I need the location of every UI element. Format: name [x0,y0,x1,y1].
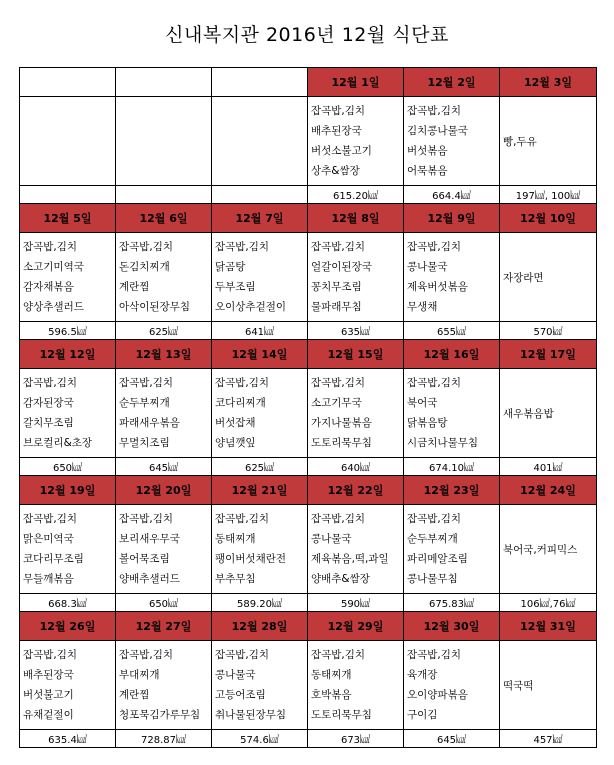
menu-list [404,373,499,453]
menu-item: 어묵볶음 [407,165,448,177]
calorie-row [20,186,597,204]
menu-cell [404,505,500,594]
menu-item: 파래새우볶음 [119,417,180,429]
date-cell: 12월 9일 [404,204,500,233]
calorie-cell: 728.87㎉ [116,730,212,748]
calorie-cell: 635.4㎉ [20,730,116,748]
calorie-cell: 106㎉,76㎉ [500,594,597,612]
date-cell: 12월 16일 [404,340,500,369]
menu-row [20,233,597,322]
menu-list [404,509,499,589]
menu-item: 감자채볶음 [23,281,74,293]
menu-item: 볼어묵조림 [119,553,170,565]
calorie-row [20,458,597,476]
date-cell: 12월 14일 [212,340,308,369]
menu-item: 잡곡밥,김치 [311,105,366,117]
menu-item: 무들깨볶음 [23,573,74,585]
menu-item: 도토리묵무침 [311,437,372,449]
menu-cell [500,641,597,730]
menu-item: 새우볶음밥 [503,407,554,420]
menu-item: 빵,두유 [503,135,537,148]
menu-item: 잡곡밥,김치 [407,105,462,117]
calorie-cell: 635㎉ [308,322,404,340]
menu-item: 갈치무조림 [23,417,74,429]
menu-list [212,509,307,589]
menu-cell [212,369,308,458]
menu-list [308,509,403,589]
menu-item: 도토리묵무침 [311,709,372,721]
menu-list [404,237,499,317]
menu-item: 제육버섯볶음 [407,281,468,293]
menu-item: 잡곡밥,김치 [119,513,174,525]
menu-list [20,509,115,589]
menu-cell [116,369,212,458]
menu-item: 떡국떡 [503,679,534,692]
calorie-cell: 645㎉ [404,730,500,748]
menu-item: 순두부찌개 [407,533,458,545]
menu-item: 잡곡밥,김치 [215,377,270,389]
calorie-cell: 668.3㎉ [20,594,116,612]
menu-list [308,645,403,725]
menu-list [308,373,403,453]
date-cell: 12월 12일 [20,340,116,369]
menu-list [308,101,403,181]
menu-item: 꽁치무조림 [311,281,362,293]
calorie-row [20,322,597,340]
menu-item: 잡곡밥,김치 [119,649,174,661]
date-cell: 12월 22일 [308,476,404,505]
menu-item: 김치콩나물국 [407,125,468,137]
menu-item: 닭볶음탕 [407,417,448,429]
calorie-cell: 615.20㎉ [308,186,404,204]
menu-item: 잡곡밥,김치 [23,241,78,253]
calorie-cell: 655㎉ [404,322,500,340]
menu-item: 배추된장국 [311,125,362,137]
menu-item: 보리새우무국 [119,533,180,545]
menu-list [20,373,115,453]
calorie-row [20,594,597,612]
menu-cell [500,505,597,594]
menu-item: 잡곡밥,김치 [311,241,366,253]
date-cell: 12월 3일 [500,68,597,97]
date-cell: 12월 15일 [308,340,404,369]
menu-item: 코다리찌개 [215,397,266,409]
date-cell: 12월 2일 [404,68,500,97]
menu-list [500,406,596,421]
menu-item: 무생채 [407,301,438,313]
date-header-row [20,476,597,505]
menu-list [116,237,211,317]
menu-item: 잡곡밥,김치 [119,241,174,253]
menu-item: 콩나물국 [407,261,448,273]
menu-cell [116,97,212,186]
menu-item: 잡곡밥,김치 [407,377,462,389]
menu-item: 취나물된장무침 [215,709,287,721]
menu-cell [500,369,597,458]
menu-item: 잡곡밥,김치 [311,377,366,389]
date-cell: 12월 21일 [212,476,308,505]
menu-item: 잡곡밥,김치 [215,241,270,253]
menu-item: 제육볶음,떡,과일 [311,553,389,565]
menu-item: 계란찜 [119,689,150,701]
menu-item: 버섯소불고기 [311,145,372,157]
menu-item: 잡곡밥,김치 [215,513,270,525]
calorie-cell: 641㎉ [212,322,308,340]
calorie-cell: 625㎉ [116,322,212,340]
menu-item: 파리메알조림 [407,553,468,565]
menu-list [116,645,211,725]
menu-list [116,509,211,589]
calorie-cell: 625㎉ [212,458,308,476]
calorie-cell: 673㎉ [308,730,404,748]
date-cell: 12월 7일 [212,204,308,233]
menu-list [500,678,596,693]
menu-row [20,505,597,594]
menu-list [308,237,403,317]
menu-row [20,641,597,730]
menu-item: 부대찌개 [119,669,160,681]
menu-cell [212,641,308,730]
menu-cell [20,369,116,458]
calorie-cell: 589.20㎉ [212,594,308,612]
menu-item: 잡곡밥,김치 [407,513,462,525]
calorie-cell: 590㎉ [308,594,404,612]
menu-item: 소고기무국 [311,397,362,409]
menu-cell [500,233,597,322]
date-cell: 12월 10일 [500,204,597,233]
date-header-row [20,68,597,97]
date-cell [212,68,308,97]
calorie-cell: 664.4㎉ [404,186,500,204]
date-cell: 12월 29일 [308,612,404,641]
page-title: 신내복지관 2016년 12월 식단표 [165,24,449,46]
menu-list [212,645,307,725]
menu-item: 잡곡밥,김치 [119,377,174,389]
menu-table [19,67,597,748]
menu-cell [212,505,308,594]
menu-cell [404,369,500,458]
menu-item: 오이양파볶음 [407,689,468,701]
menu-item: 시금치나물무침 [407,437,479,449]
menu-item: 잡곡밥,김치 [23,377,78,389]
date-cell: 12월 26일 [20,612,116,641]
menu-item: 브로컬리&초장 [23,437,93,449]
date-cell: 12월 20일 [116,476,212,505]
menu-list [500,542,596,557]
menu-item: 구이김 [407,709,438,721]
calorie-cell [116,186,212,204]
menu-item: 콩나물국 [215,669,256,681]
calorie-cell: 574.6㎉ [212,730,308,748]
menu-item: 팽이버섯채란전 [215,553,287,565]
menu-item: 닭곰탕 [215,261,246,273]
menu-item: 잡곡밥,김치 [23,649,78,661]
menu-item: 돈김치찌개 [119,261,170,273]
menu-list [116,373,211,453]
menu-cell [20,233,116,322]
menu-cell [308,369,404,458]
menu-item: 동태찌개 [215,533,256,545]
menu-item: 양념깻잎 [215,437,256,449]
calorie-cell [20,186,116,204]
menu-cell [20,641,116,730]
calorie-cell: 640㎉ [308,458,404,476]
menu-item: 상추&쌈장 [311,165,360,177]
menu-item: 아삭이된장무침 [119,301,191,313]
menu-item: 청포묵김가루무침 [119,709,201,721]
menu-item: 무멸치조림 [119,437,170,449]
menu-item: 감자된장국 [23,397,74,409]
menu-cell [404,641,500,730]
date-cell: 12월 1일 [308,68,404,97]
menu-item: 양배추&쌈장 [311,573,370,585]
menu-cell [404,97,500,186]
menu-cell [116,641,212,730]
menu-cell [212,97,308,186]
date-cell: 12월 31일 [500,612,597,641]
date-cell [116,68,212,97]
menu-item: 버섯볶음 [407,145,448,157]
date-cell: 12월 13일 [116,340,212,369]
date-cell: 12월 17일 [500,340,597,369]
menu-item: 버섯잡채 [215,417,256,429]
menu-item: 얼갈이된장국 [311,261,372,273]
menu-item: 콩나물국 [311,533,352,545]
menu-cell [20,97,116,186]
menu-item: 배추된장국 [23,669,74,681]
menu-item: 계란찜 [119,281,150,293]
calorie-cell: 650㎉ [20,458,116,476]
menu-item: 잡곡밥,김치 [311,649,366,661]
menu-item: 호박볶음 [311,689,352,701]
menu-item: 가지나물볶음 [311,417,372,429]
menu-cell [20,505,116,594]
menu-row [20,369,597,458]
menu-cell [404,233,500,322]
calorie-cell [212,186,308,204]
menu-list [20,237,115,317]
menu-list [212,373,307,453]
menu-item: 고등어조림 [215,689,266,701]
date-cell: 12월 23일 [404,476,500,505]
menu-item: 부추무침 [215,573,256,585]
menu-list [212,237,307,317]
calorie-cell: 570㎉ [500,322,597,340]
menu-item: 양배추샐러드 [119,573,180,585]
menu-item: 순두부찌개 [119,397,170,409]
calorie-cell: 674.10㎉ [404,458,500,476]
menu-cell [500,97,597,186]
menu-item: 물파래무침 [311,301,362,313]
date-header-row [20,340,597,369]
menu-item: 잡곡밥,김치 [407,241,462,253]
menu-item: 양상추샐러드 [23,301,84,313]
menu-list [20,645,115,725]
menu-item: 콩나물무침 [407,573,458,585]
menu-list [500,270,596,285]
menu-cell [308,97,404,186]
date-cell: 12월 19일 [20,476,116,505]
date-cell: 12월 30일 [404,612,500,641]
menu-row [20,97,597,186]
menu-item: 잡곡밥,김치 [23,513,78,525]
menu-item: 북어국 [407,397,438,409]
calorie-cell: 650㎉ [116,594,212,612]
calorie-row [20,730,597,748]
menu-item: 자장라면 [503,271,544,284]
menu-item: 맑은미역국 [23,533,74,545]
menu-item: 오이상추겉절이 [215,301,287,313]
menu-cell [116,505,212,594]
menu-list [404,101,499,181]
date-cell: 12월 24일 [500,476,597,505]
menu-item: 유채겉절이 [23,709,74,721]
calorie-cell: 197㎉, 100㎉ [500,186,597,204]
menu-item: 육개장 [407,669,438,681]
date-cell: 12월 28일 [212,612,308,641]
calorie-cell: 675.83㎉ [404,594,500,612]
date-cell: 12월 5일 [20,204,116,233]
menu-item: 잡곡밥,김치 [311,513,366,525]
date-cell [20,68,116,97]
menu-item: 동태찌개 [311,669,352,681]
date-cell: 12월 6일 [116,204,212,233]
menu-item: 버섯불고기 [23,689,74,701]
menu-item: 코다리무조림 [23,553,84,565]
date-cell: 12월 8일 [308,204,404,233]
menu-cell [308,505,404,594]
calorie-cell: 596.5㎉ [20,322,116,340]
menu-cell [308,641,404,730]
menu-item: 소고기미역국 [23,261,84,273]
menu-item: 잡곡밥,김치 [215,649,270,661]
date-header-row [20,204,597,233]
menu-cell [116,233,212,322]
calorie-cell: 457㎉ [500,730,597,748]
menu-item: 북어국,커피믹스 [503,543,578,556]
menu-cell [212,233,308,322]
menu-item: 잡곡밥,김치 [407,649,462,661]
calorie-cell: 645㎉ [116,458,212,476]
date-header-row [20,612,597,641]
menu-cell [308,233,404,322]
menu-item: 두부조림 [215,281,256,293]
date-cell: 12월 27일 [116,612,212,641]
calorie-cell: 401㎉ [500,458,597,476]
menu-list [500,134,596,149]
menu-list [404,645,499,725]
